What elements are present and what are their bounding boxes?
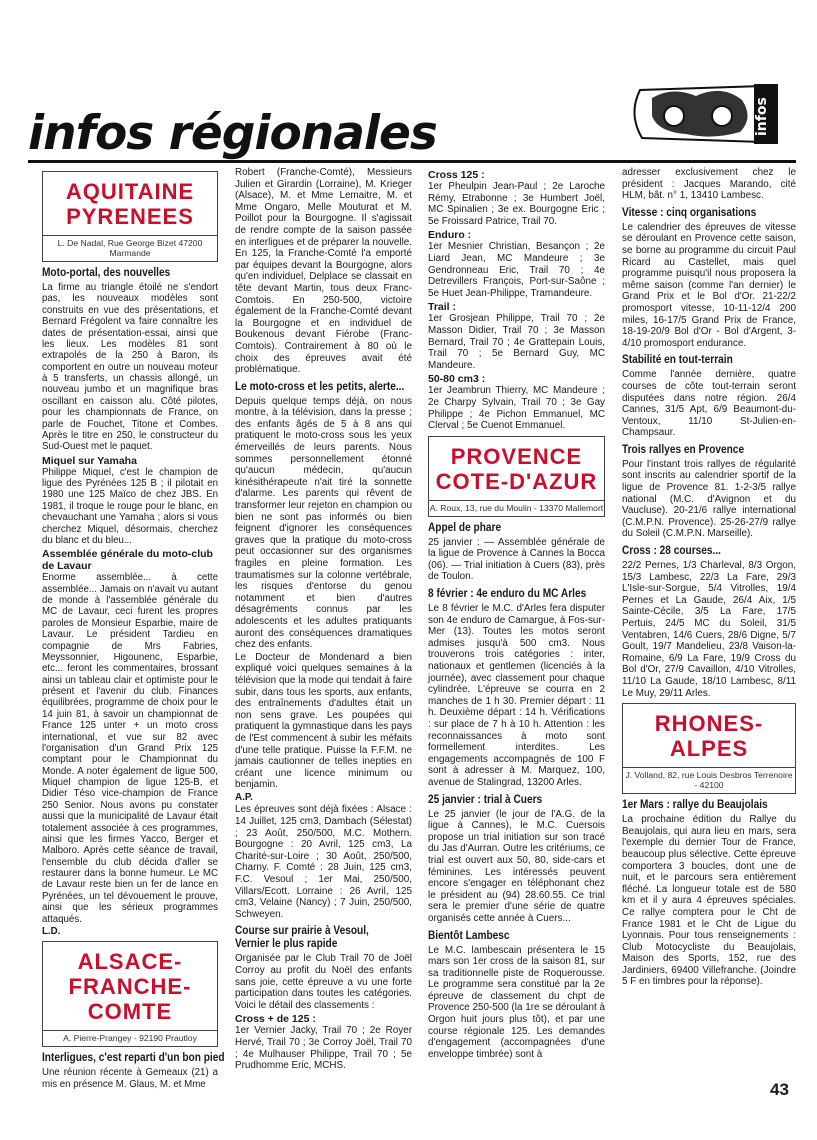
article-text: Une réunion récente à Gemeaux (21) a mis en présence M. Glaus, M. et Mme <box>42 1067 218 1090</box>
region-box-rhones-alpes <box>622 703 796 794</box>
region-address: L. De Nadal, Rue George Bizet 47200 Marmande <box>43 235 217 259</box>
article-heading: Assemblée générale du moto-club de Lavaur <box>42 548 213 573</box>
article-text: Enorme assemblée... à cette assemblée... Jamais on n'avait vu autant de monde à l'assemblée générale du MC de Lavaur, ceci furent les propres paroles de Monsieur Esparbie, maire de Lavaur. Le président Tardieu en compagnie de Mrs Fabries, Meyssonnier, Higounenc, Esparbie, etc... feront les commentaires, brossant ainsi un tableau clair et optimiste pour le présent et l'avenir du club. Finances équilibrées, programme de choix pour le 14 juin 81, à savoir un championnat de France 125 unter + un moto cross international, et vue sur 82 avec l'organisation d'un Grand Prix 125 comptant pour le Championnat du Monde. A noter également de ligue 500, Miquel champion de ligue 125-B, et Didier Téso vice-champion de France 250 Senior. Nous avons pu constater aussi que la municipalité de Lavaur était totalement associée à ces programmes, ainsi que les firmes Yacco, Berger et Malboro. Après cette séance de travail, l'ensemble du club décida d'aller se restaurer dans la bonne humeur. Le MC de Lavaur reste bien un fer de lance en Pyrénées, un tel dévouement le prouve, ainsi que les sérieux programmes attaqués. <box>42 572 218 925</box>
infos-logo <box>622 76 782 150</box>
article-heading: Course sur prairie à Vesoul, Vernier le plus rapide <box>235 925 369 951</box>
article-heading: Le moto-cross et les petits, alerte... <box>235 380 405 393</box>
article-heading: Vitesse : cinq organisations <box>622 206 757 219</box>
article-text: adresser exclusivement chez le président : Jacques Marando, cité HLM, bât. n° 1, 13410 Lambesc. <box>622 167 796 202</box>
article-text: 22/2 Pernes, 1/3 Charleval, 8/3 Orgon, 15/3 Lambesc, 22/3 La Fare, 29/3 L'Isle-sur-Sorgue, 5/4 Vitrolles, 19/4 Pernes et La Gaude, 26/4 Aix, 1/5 Sainte-Cécile, 3/5 La Fare, 17/5 Pertuis, 24/5 MC du Soleil, 31/5 Ventabren, 14/6 Cuers, 28/6 Digne, 5/7 Goult, 19/7 Mandelieu, 23/8 Vaison-la-Romaine, 6/9 La Fare, 19/9 Cross du Bol d'Or, 27/9 Cavaillon, 4/10 Vitrolles, 11/10 La Gaude, 18/10 Lambesc, 8/11 Le Muy, 29/11 Arles. <box>622 560 796 699</box>
article-text: Le Docteur de Mondenard a bien expliqué voici quelques semaines à la télévision que la mode qui tendait à faire subir, dans tous les sports, aux enfants, des entraînements d'adultes était un non sens grave. Les poupées qui pratiquent la gymnastique dans les pays de l'Est commencent à subir les méfaits d'une telle pratique. Puisse la F.F.M. ne jamais cautionner de telles inepties en créant une licence minimum ou benjamin. <box>235 651 412 791</box>
article-text: Philippe Miquel, c'est le champion de ligue des Pyrénées 125 B ; il pilotait en 1980 une 125 Maïco de chez JBS. En 1981, il troque le rouge pour le blanc, en chevauchant une Yamaha ; alors si vous cherchez Miquel, désormais, cherchez du blanc et du bleu... <box>42 466 218 546</box>
region-name: PROVENCE <box>450 443 583 469</box>
article-text: 1er Jeambrun Thierry, MC Mandeure ; 2e Charpy Sylvain, Trail 70 ; 3e Gay Philippe ; 4e Pichon Emmanuel, MC Clerval ; 5e Cuenot Emmanuel. <box>428 385 605 432</box>
article-heading: Interligues, c'est reparti d'un bon pied <box>42 1052 225 1065</box>
article-text: Depuis quelque temps déjà, on nous montre, à la télévision, dans la presse ; des enfants âgés de 5 à 8 ans qui pratiquent le moto-cross sous les yeux émerveillés de leurs parents. Nous sommes personnellement étonné qu'aucun médecin, qu'aucun kinésithérapeute n'ait tiré la sonnette d'alarme. Les parents qui rêvent de transformer leur rejeton en champion ou bien ne sont pas informés ou bien feignent d'ignorer les conséquences graves que la pratique du moto-cross peut occasionner sur des organismes fragiles en pleine formation. Les traumatismes sur la colonne vertébrale, les risques d'entorse du genou notamment et bien d'autres désagréments connus par les adolescents et les adultes pratiquants auront des conséquences dramatiques chez des enfants. <box>235 395 412 651</box>
article-text: 1er Vernier Jacky, Trail 70 ; 2e Royer Hervé, Trail 70 ; 3e Corroy Joël, Trail 70 ; 4e Mulhauser Philippe, Trail 70 ; 5e Prudhomme Eric, MCHS. <box>235 1025 412 1072</box>
region-name: RHONES- <box>654 711 764 737</box>
article-heading: Trois rallyes en Provence <box>622 443 745 456</box>
article-heading: Trail : <box>428 301 457 314</box>
region-box-aquitaine <box>42 171 218 262</box>
region-name: COTE-D'AZUR <box>435 468 598 494</box>
region-name: AQUITAINE <box>65 179 195 204</box>
article-text: La firme au triangle étoilé ne s'endort pas, les nouveaux modèles sont construits en vue des présentations, et Bernard Frégolent va faire connaître les dates de présentation-essai, ainsi que les lieux. Les modèles 81 sont extrapolés de la 250 à Baron, ils comportent en outre un nouveau moteur à 5 transferts, un chassis allongé, un nouveau jumbo et un magnifique bras oscillant en caisson alu. Côté pilotes, pour les championnats de France, on parle de Fouchet, Titone et Combes. Après le titre en 250, le constructeur du Sud-Ouest met le paquet. <box>42 282 218 453</box>
page-number: 43 <box>770 1080 789 1099</box>
article-heading: Cross : 28 courses... <box>622 545 721 558</box>
article-heading: 8 février : 4e enduro du MC Arles <box>428 588 587 601</box>
column-1 <box>42 167 225 1091</box>
article-text: La prochaine édition du Rallye du Beaujolais, qui aura lieu en mars, sera l'exemple du dernier Tour de France, beaucoup plus sélective. Cette épreuve comportera 3 boucles, dont une de nuit, et le parcours sera entièrement fléché. La longueur totale est de 580 km et il y aura 4 épreuves spéciales. Ce rallye comptera pour le Cht de France 1981 et le Cht de Ligue du Lyonnais. Pour tous renseignements : Club Motocycliste du Beaujolais, Maison des Sports, 152, rue des Jardiniers, 69400 Villefranche. (Joindre 5 F en timbres pour la réponse). <box>622 814 796 988</box>
article-text: Le M.C. lambescain présentera le 15 mars son 1er cross de la saison 81, sur sa traditionnelle piste de Roquerousse. Le programme sera constitué par la 2e épreuve de classement du chpt de Provence 250-500 (la 1re se déroulant à Orgon huit jours plus tôt), et par une course régionale 125. Les demandes d'engagement (accompagnées d'une enveloppe timbrée) sont à <box>428 944 605 1060</box>
article-text: Organisée par le Club Trail 70 de Joël Corroy au profit du Noël des enfants sans joie, cette épreuve a vu une forte participation dans toutes les catégories. Voici le détail des classements : <box>235 953 412 1011</box>
region-name: ALPES <box>669 736 749 762</box>
article-heading: 50-80 cm3 : <box>428 373 486 386</box>
article-heading: Enduro : <box>428 229 472 242</box>
article-text: Le 8 février le M.C. d'Arles fera disputer son 4e enduro de Camargue, à Fos-sur-Mer (13). Toutes les motos seront admises jusqu'à 500 cm3. Nous trouverons trois catégories : inter, nationaux et gentlemen (licenciés à la journée), avec classement pour chaque cylindrée. L'épreuve se courra en 2 manches de 1 h 30. Premier départ : 11 h. Deuxième départ : 14 h. Vérifications : sur place de 7 h à 10 h. Attention : les reconnaissances à moto sont formellement interdites. Les engagements accompagnés de 100 F sont à adresser à M. Marquez, 100, avenue de Stalingrad, 13200 Arles. <box>428 603 605 788</box>
article-heading: Miquel sur Yamaha <box>42 454 137 467</box>
region-name: FRANCHE- <box>68 974 192 1000</box>
region-name: COMTE <box>87 999 173 1025</box>
column-3 <box>428 167 605 1061</box>
region-address: J. Volland, 82, rue Louis Desbros Terrenoire - 42100 <box>623 767 795 791</box>
page-title: infos régionales <box>28 106 437 161</box>
article-heading: 1er Mars : rallye du Beaujolais <box>622 799 768 812</box>
article-heading: Appel de phare <box>428 521 502 534</box>
article-heading: Stabilité en tout-terrain <box>622 354 733 367</box>
column-2 <box>235 167 412 1073</box>
region-box-alsace <box>42 941 218 1047</box>
article-heading: Bientôt Lambesc <box>428 929 510 942</box>
article-text: Le calendrier des épreuves de vitesse se déroulant en Provence cette saison, se borne au programme du circuit Paul Ricard au Castellet, mais quel programme puisqu'il nous proposera la même saison (comme l'an dernier) le Grand Prix et le Bol d'Or. 21-22/2 promosport vitesse, 10-11-12/4 200 miles, 16-17/5 Grand Prix de France, 18-19-20/9 Bol d'Or - Bol d'Argent, 3-4/10 promosport endurance. <box>622 221 796 349</box>
logo-text: infos <box>754 97 770 136</box>
region-box-provence <box>428 436 605 517</box>
article-text: 1er Mesnier Christian, Besançon ; 2e Liard Jean, MC Mandeure ; 3e Gendronneau Eric, Trail 70 ; 4e Detrevillers François, Port-sur-Saône ; 5e Huet Jean-Philippe, Tramandeure. <box>428 241 605 299</box>
article-heading: Moto-portal, des nouvelles <box>42 267 171 279</box>
region-address: A. Roux, 13, rue du Moulin - 13370 Mallemort <box>429 500 604 514</box>
column-4 <box>622 167 796 989</box>
article-heading: Cross + de 125 : <box>235 1013 316 1026</box>
region-name: ALSACE- <box>77 949 183 975</box>
article-text: Comme l'année dernière, quatre courses de côte tout-terrain seront disputées dans notre région. 26/4 Cannes, 31/5 Apt, 6/9 Beaumont-du-Ventoux, 11/10 St-Julien-en-Champsaur. <box>622 369 796 439</box>
article-text: Les épreuves sont déjà fixées : Alsace : 14 Juillet, 125 cm3, Dambach (Sélestat) ; 23 Août, 250/500, M.C. Mothern. Bourgogne : 20 Avril, 125 cm3, La Charité-sur-Loire ; 30 Août, 250/500, Charny. F. Comté : 28 Juin, 125 cm3, F.C. Vesoul ; 1er Mai, 250/500, Villars/Ecott. Lorraine : 26 Avril, 125 cm3, Velaine (Nancy) ; 7 Juin, 250/500, Schweyen. <box>235 804 412 920</box>
article-text: Le 25 janvier (le jour de l'A.G. de la ligue à Cannes), le M.C. Cuersois propose un trial initiation sur son tracé du Jas d'Aurran. Outre les critériums, ce trial est ouvert aux 50, 80, side-cars et féminines. Les intéressés peuvent encore s'engager en téléphonant chez le président au (94) 28.60.55. Ce trial sera le premier d'une série de quatre organisés cette année à Cuers... <box>428 808 605 924</box>
title-rule <box>28 160 796 163</box>
signature: L.D. <box>42 925 61 937</box>
article-text: Pour l'instant trois rallyes de régularité sont inscrits au calendrier sportif de la ligue de Provence 81. 1-2-3/5 rallye national (M.C. d'Avignon et du Vaucluse). 20-21/6 rallye international (C.M.P.N. Provence). 25-26-27/9 rallye du Soleil (C.M.P.N. Marseille). <box>622 458 796 540</box>
region-address: A. Pierre-Prangey - 92190 Prautloy <box>43 1030 217 1044</box>
article-text: 1er Grosjean Philippe, Trail 70 ; 2e Masson Didier, Trail 70 ; 3e Masson Bernard, Trail 70 ; 4e Grattepain Louis, Trail 70 ; 5e Bernard Guy, MC Mandeure. <box>428 313 605 371</box>
article-heading: 25 janvier : trial à Cuers <box>428 793 543 806</box>
article-text: 25 janvier : — Assemblée générale de la ligue de Provence à Cannes la Bocca (06). — Trial initiation à Cuers (83), près de Toulon. <box>428 536 605 583</box>
region-name: PYRENEES <box>66 204 194 229</box>
signature: A.P. <box>235 791 253 803</box>
article-heading: Cross 125 : <box>428 169 485 181</box>
article-text: 1er Pheulpin Jean-Paul ; 2e Laroche Rémy, Etrabonne ; 3e Humbert Joël, MC Spinalien ; 3e ex. Bourgogne Eric ; 5e Froissard Patrice, Trail 70. <box>428 181 605 227</box>
article-text: Robert (Franche-Comté), Messieurs Julien et Girardin (Lorraine), M. Krieger (Alsace), M. et Mme Lemaitre, M. et Mme Ongaro, Melle Mouturat et M. Poillot pour la Bourgogne. Il s'agissait de rendre compte de la saison passée en interligues et de préparer la nouvelle. En 125, la Franche-Comté l'a emporté par équipes devant la Bourgogne, alors qu'en individuel, Delplace se classait en tête devant Martin, tous deux Franc-Comtois. En 250-500, victoire également de la Franche-Comté devant la Bourgogne et en individuel de Boukenous devant Fiérobe (Franc-Comtois). Contrairement à 80 où le choix des épreuves avait été problématique. <box>235 167 412 376</box>
